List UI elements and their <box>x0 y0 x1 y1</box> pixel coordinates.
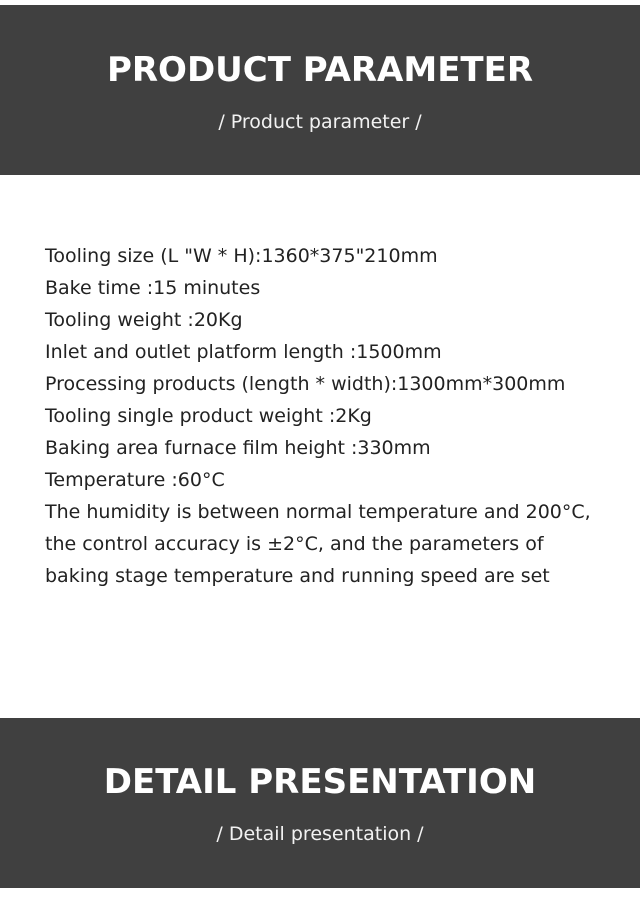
detail-presentation-title: DETAIL PRESENTATION <box>103 762 537 802</box>
parameter-platform-length: Inlet and outlet platform length :1500mm <box>45 341 442 363</box>
parameter-temperature: Temperature :60°C <box>45 469 225 491</box>
parameter-list <box>45 240 605 592</box>
parameter-furnace-film-height: Baking area furnace film height :330mm <box>45 437 431 459</box>
product-parameter-title: PRODUCT PARAMETER <box>106 50 534 90</box>
parameter-tooling-weight: Tooling weight :20Kg <box>45 309 243 331</box>
parameter-humidity-description: The humidity is between normal temperature and 200°C, the control accuracy is ±2°C, and the parameters of baking stage temperature and running speed are set <box>45 501 591 587</box>
product-parameter-banner <box>0 5 640 175</box>
product-parameter-subtitle: / Product parameter / <box>218 111 422 133</box>
parameter-single-product-weight: Tooling single product weight :2Kg <box>45 405 372 427</box>
parameter-tooling-size: Tooling size (L "W * H):1360*375"210mm <box>45 245 438 267</box>
parameter-processing-products: Processing products (length * width):1300mm*300mm <box>45 373 566 395</box>
detail-presentation-subtitle: / Detail presentation / <box>216 823 424 845</box>
parameter-bake-time: Bake time :15 minutes <box>45 277 261 299</box>
detail-presentation-banner <box>0 718 640 888</box>
